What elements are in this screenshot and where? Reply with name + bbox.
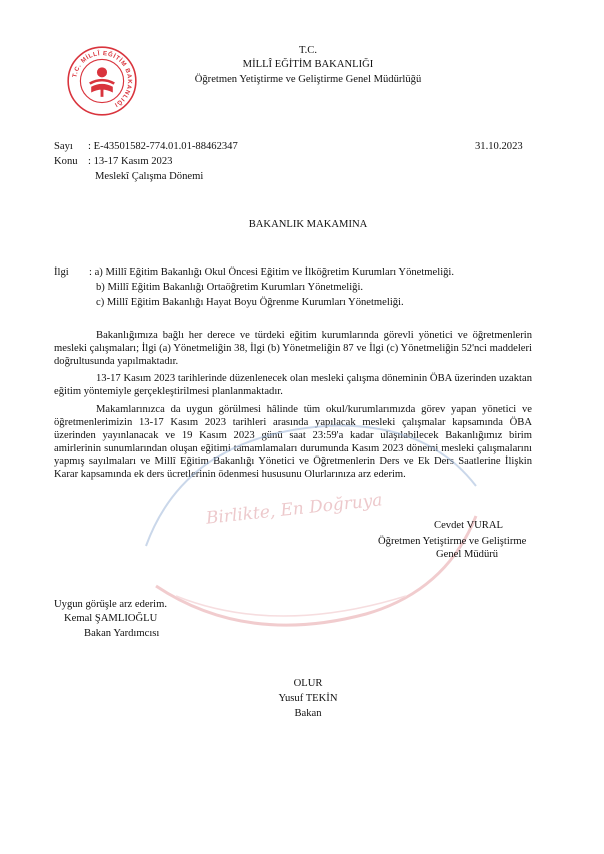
konu-value-2: Meslekî Çalışma Dönemi <box>95 171 204 182</box>
body-paragraph-3: Makamlarınızca da uygun görülmesi hâlinde tüm okul/kurumlarımızda görev yapan yönetici ve öğretmenlerimizin 13-17 Kasım 2023 tarihleri arasında yapılacak mesleki çalışmalar kapsamında ÖBA üzerinden yayınlanacak ve 19 Kasım 2023 günü saat 23:59'a kadar ulaşılabilecek Bakanlığımız birim amirlerinin sunumlarından oluşan eğitimi tamamlamaları durumunda Kasım 2023 dönemi mesleki çalışmalarını yapmış sayılmaları ve Millî Eğitim Bakanlığı Yönetici ve Öğretmenlerin Ders ve Ek Ders Saatlerine İlişkin Karar kapsamında ek ders ücretlerinin ödenmesi hususunu Olurlarınıza arz ederim. <box>54 404 532 480</box>
konu-value: : 13-17 Kasım 2023 <box>88 156 173 167</box>
olur-name: Yusuf TEKİN <box>278 693 338 704</box>
sayi-label: Sayı <box>54 141 73 152</box>
header-ministry: MİLLÎ EĞİTİM BAKANLIĞI <box>242 59 374 70</box>
ilgi-item-a: : a) Millî Eğitim Bakanlığı Okul Öncesi Eğitim ve İlköğretim Kurumları Yönetmeliği. <box>89 267 455 278</box>
ministry-logo <box>66 45 138 117</box>
document-date: 31.10.2023 <box>475 141 523 152</box>
body-paragraph-1: Bakanlığımıza bağlı her derece ve türdeki eğitim kurumlarında görevli yönetici ve öğretmenlerin mesleki çalışmaları; İlgi (a) Yönetmeliğin 38, İlgi (b) Yönetmeliğin 87 ve İlgi (c) Yönetmeliğin 52'nci maddeleri doğrultusunda yapılmaktadır. <box>54 330 532 367</box>
signer-title-1: Öğretmen Yetiştirme ve Geliştirme <box>378 536 527 547</box>
olur-label: OLUR <box>293 678 323 689</box>
addressee: BAKANLIK MAKAMINA <box>248 219 368 230</box>
approval-title: Bakan Yardımcısı <box>84 628 160 639</box>
header-directorate: Öğretmen Yetiştirme ve Geliştirme Genel Müdürlüğü <box>194 74 422 85</box>
logo-ring-text: T.C. MİLLÎ EĞİTİM BAKANLIĞI <box>71 50 133 109</box>
body-paragraph-2: 13-17 Kasım 2023 tarihlerinde düzenlenecek olan mesleki çalışma döneminin ÖBA üzerinden uzaktan eğitim yöntemiyle gerçekleştirilmesi planlanmaktadır. <box>54 373 532 397</box>
ilgi-item-c: c) Millî Eğitim Bakanlığı Hayat Boyu Öğrenme Kurumları Yönetmeliği. <box>96 297 404 308</box>
ilgi-label: İlgi <box>54 267 69 278</box>
signer-name: Cevdet VURAL <box>434 520 503 531</box>
signer-title-2: Genel Müdürü <box>436 549 499 560</box>
approval-name: Kemal ŞAMLIOĞLU <box>64 613 158 624</box>
sayi-value: : E-43501582-774.01.01-88462347 <box>88 141 238 152</box>
ilgi-item-b: b) Millî Eğitim Bakanlığı Ortaöğretim Kurumları Yönetmeliği. <box>96 282 364 293</box>
olur-title: Bakan <box>294 708 322 719</box>
konu-label: Konu <box>54 156 78 167</box>
header-country: T.C. <box>298 45 318 56</box>
watermark-text: Birlikte, En Doğruya <box>204 490 384 529</box>
approval-note: Uygun görüşle arz ederim. <box>54 599 167 610</box>
